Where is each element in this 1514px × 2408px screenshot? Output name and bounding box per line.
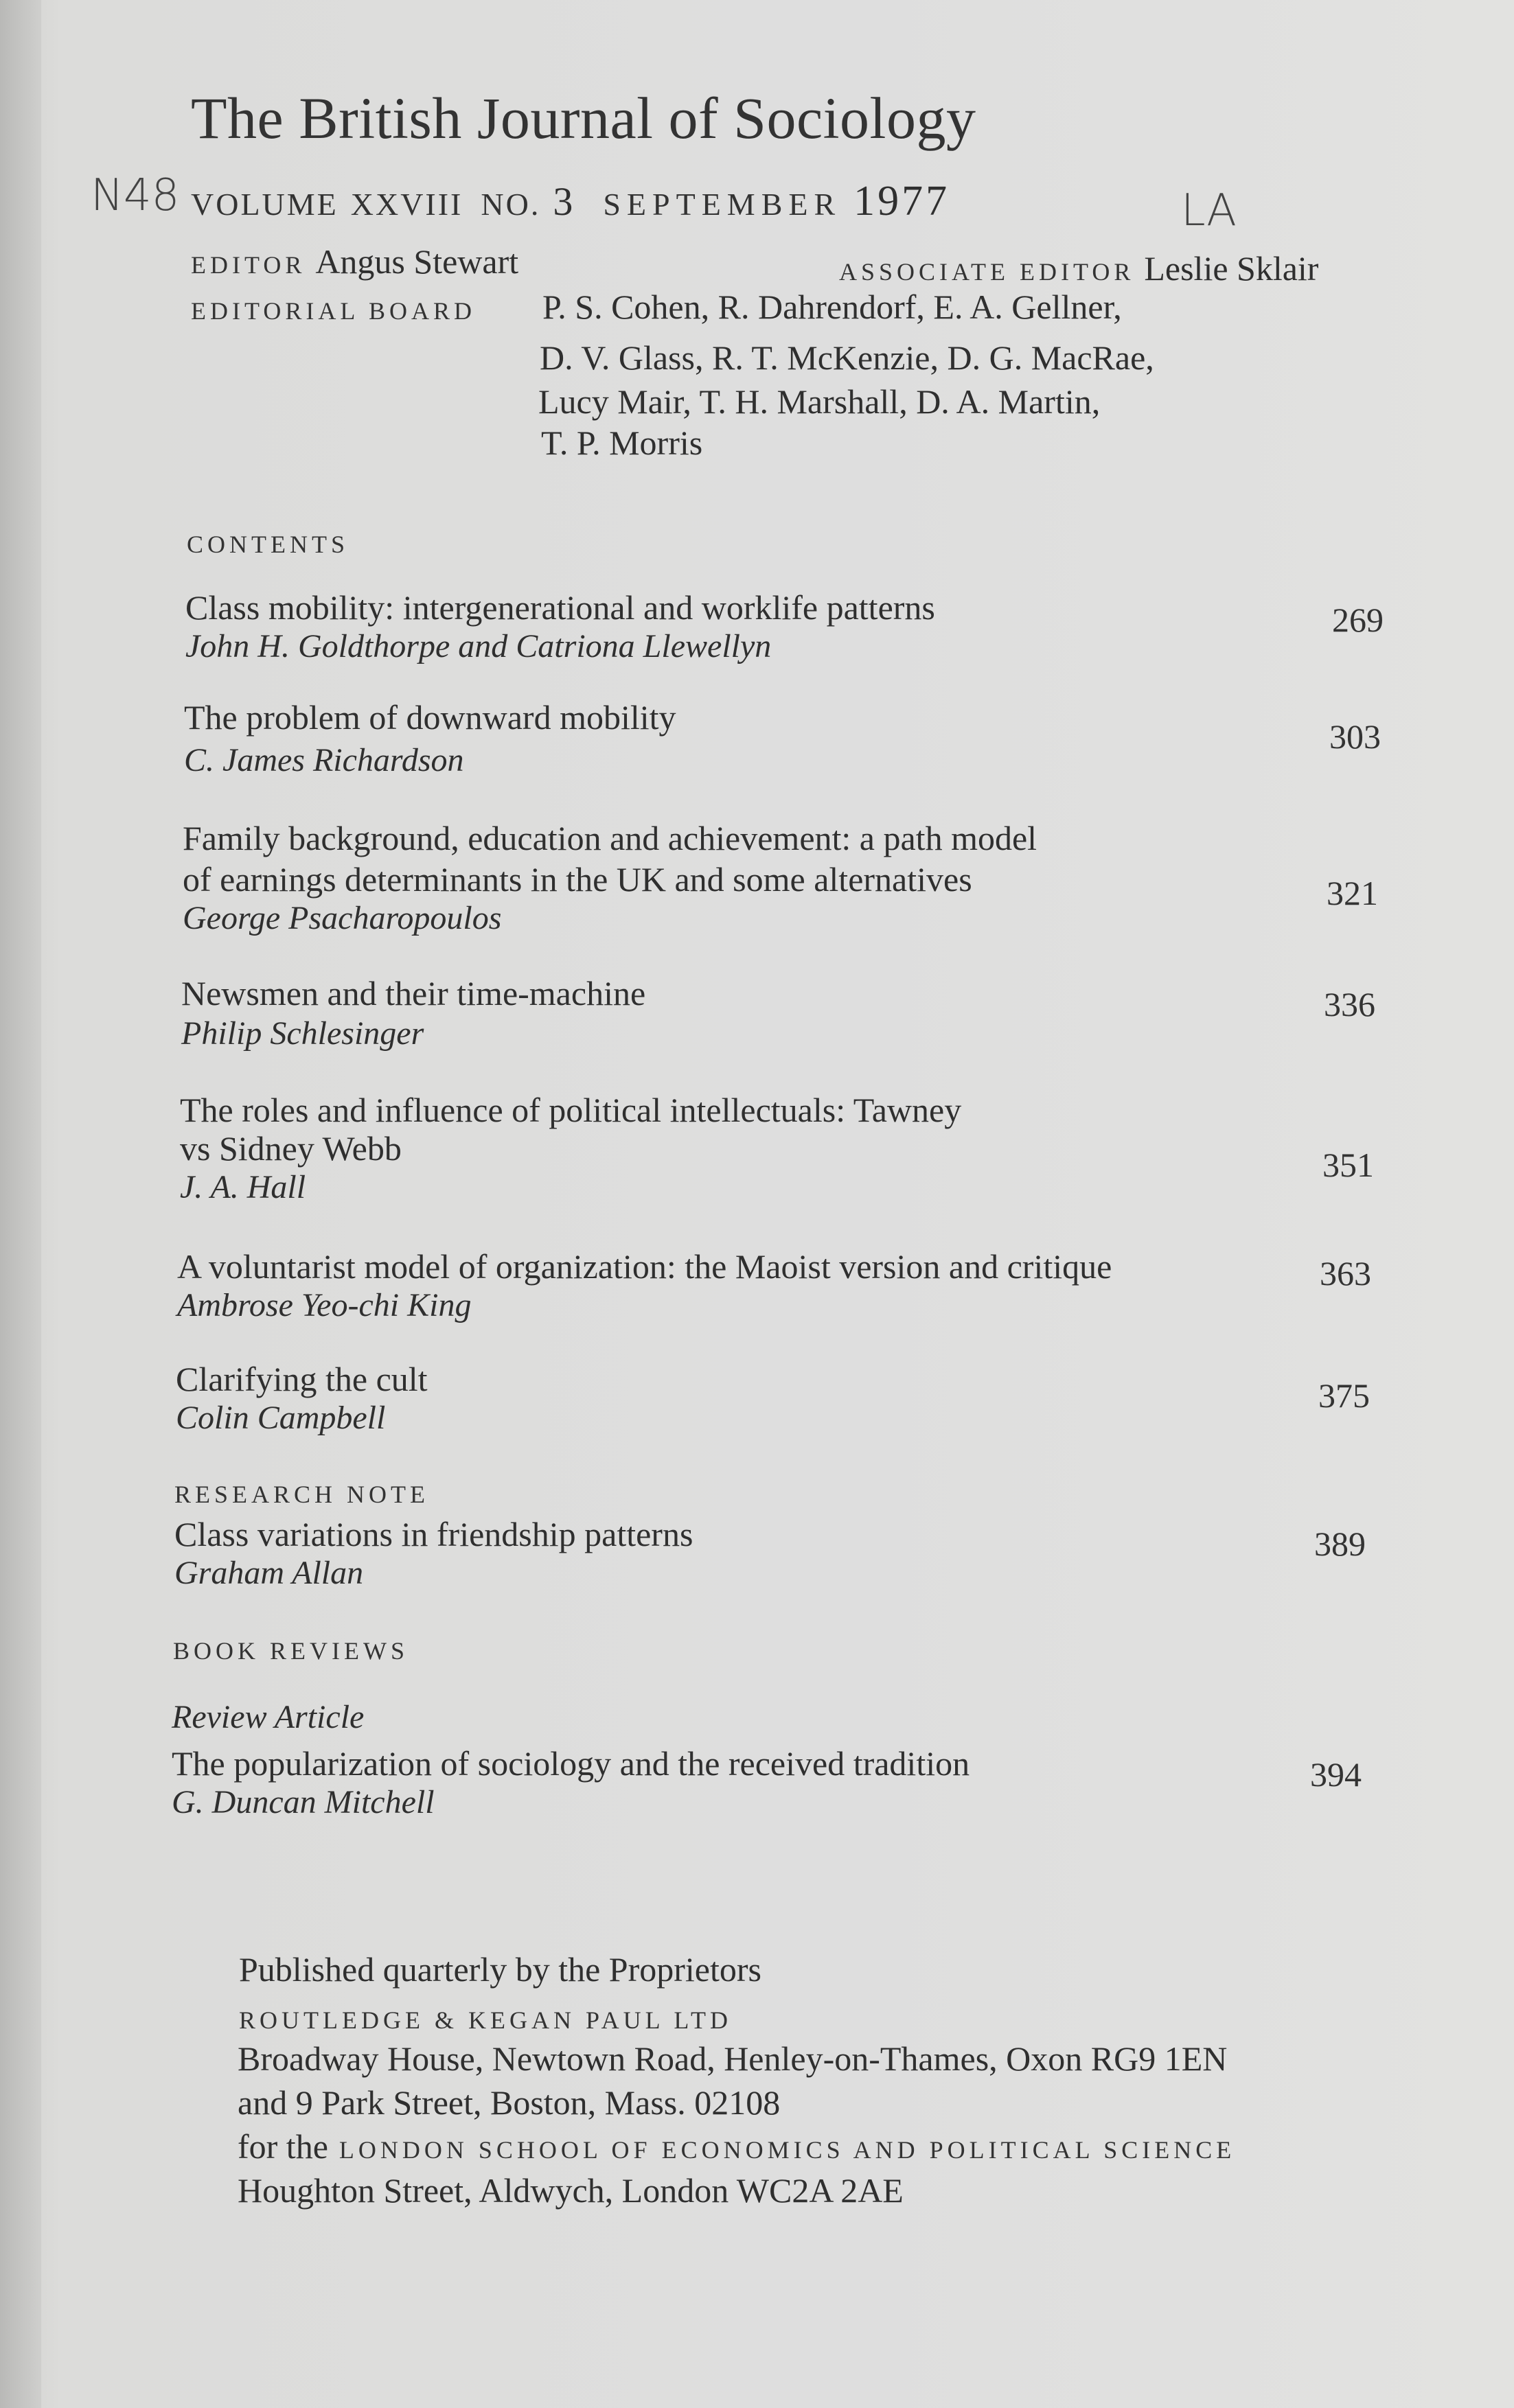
journal-title: The British Journal of Sociology [191, 85, 976, 151]
review-article-title[interactable]: The popularization of sociology and the received tradition [172, 1744, 970, 1783]
article-author: George Psacharopoulos [183, 900, 502, 936]
associate-editor-name: Leslie Sklair [1144, 249, 1319, 288]
article-title[interactable]: Family background, education and achievement: a path model [183, 819, 1037, 857]
associate-editor-line [839, 248, 1318, 288]
article-page-number: 375 [1318, 1376, 1370, 1415]
research-note-heading: RESEARCH NOTE [174, 1481, 430, 1508]
page-spine-shadow [0, 0, 41, 2408]
article-title-continued[interactable]: vs Sidney Webb [180, 1129, 402, 1168]
publisher-school-name: LONDON SCHOOL OF ECONOMICS AND POLITICAL SCIENCE [339, 2136, 1236, 2164]
research-note-page-number: 389 [1314, 1525, 1366, 1563]
book-reviews-heading: BOOK REVIEWS [173, 1637, 409, 1665]
article-title[interactable]: Newsmen and their time-machine [181, 974, 646, 1012]
article-title[interactable]: The roles and influence of political intellectuals: Tawney [180, 1091, 962, 1129]
editorial-board-line: D. V. Glass, R. T. McKenzie, D. G. MacRae, [540, 338, 1154, 377]
article-page-number: 351 [1322, 1146, 1374, 1184]
editor-label: EDITOR [191, 251, 306, 279]
issue-number: 3 [553, 179, 573, 224]
publisher-school-address: Houghton Street, Aldwych, London WC2A 2AE [238, 2171, 904, 2210]
article-page-number: 336 [1324, 985, 1375, 1023]
article-author: John H. Goldthorpe and Catriona Llewellyn [185, 628, 772, 664]
review-article-page-number: 394 [1310, 1755, 1362, 1794]
issue-no-label: NO. [481, 187, 541, 222]
article-author: Philip Schlesinger [181, 1015, 424, 1052]
article-author: J. A. Hall [180, 1169, 306, 1205]
publisher-for-prefix: for the [238, 2127, 328, 2166]
editorial-board-line: T. P. Morris [541, 424, 703, 462]
review-article-author: G. Duncan Mitchell [172, 1784, 435, 1820]
issue-year: 1977 [853, 178, 950, 224]
research-note-author: Graham Allan [174, 1555, 364, 1591]
editor-name: Angus Stewart [315, 242, 519, 281]
editorial-board-line: Lucy Mair, T. H. Marshall, D. A. Martin, [538, 382, 1101, 421]
publisher-address-1: Broadway House, Newtown Road, Henley-on-Thames, Oxon RG9 1EN [238, 2039, 1228, 2078]
associate-editor-label: ASSOCIATE EDITOR [839, 258, 1135, 286]
publisher-name: ROUTLEDGE & KEGAN PAUL LTD [239, 2006, 732, 2034]
issue-line [191, 177, 950, 226]
handwritten-mark-left: N48 [91, 170, 180, 221]
article-title[interactable]: A voluntarist model of organization: the Maoist version and critique [177, 1247, 1112, 1286]
article-page-number: 363 [1320, 1254, 1371, 1293]
article-author: Ambrose Yeo-chi King [177, 1287, 472, 1323]
article-title-continued[interactable]: of earnings determinants in the UK and some alternatives [183, 860, 972, 899]
issue-month: SEPTEMBER [603, 187, 842, 222]
research-note-title[interactable]: Class variations in friendship patterns [174, 1515, 693, 1553]
article-title[interactable]: Clarifying the cult [176, 1360, 428, 1398]
contents-heading: CONTENTS [187, 531, 349, 558]
volume-label: VOLUME [191, 187, 339, 222]
editor-line [191, 242, 518, 281]
publisher-line: Published quarterly by the Proprietors [239, 1950, 761, 1989]
volume-number: XXVIII [350, 187, 463, 222]
handwritten-mark-right: LA [1181, 185, 1237, 236]
article-author: Colin Campbell [176, 1400, 386, 1436]
article-title[interactable]: The problem of downward mobility [184, 698, 676, 737]
article-author: C. James Richardson [184, 742, 464, 778]
publisher-address-2: and 9 Park Street, Boston, Mass. 02108 [238, 2083, 781, 2122]
editorial-board-label: EDITORIAL BOARD [191, 297, 476, 325]
article-page-number: 303 [1329, 717, 1381, 756]
article-title[interactable]: Class mobility: intergenerational and worklife patterns [185, 588, 935, 627]
article-page-number: 269 [1332, 601, 1384, 639]
editorial-board-line: P. S. Cohen, R. Dahrendorf, E. A. Gellner, [542, 288, 1122, 326]
article-page-number: 321 [1327, 874, 1378, 912]
publisher-for-line [238, 2127, 1235, 2166]
review-article-label: Review Article [172, 1699, 365, 1735]
